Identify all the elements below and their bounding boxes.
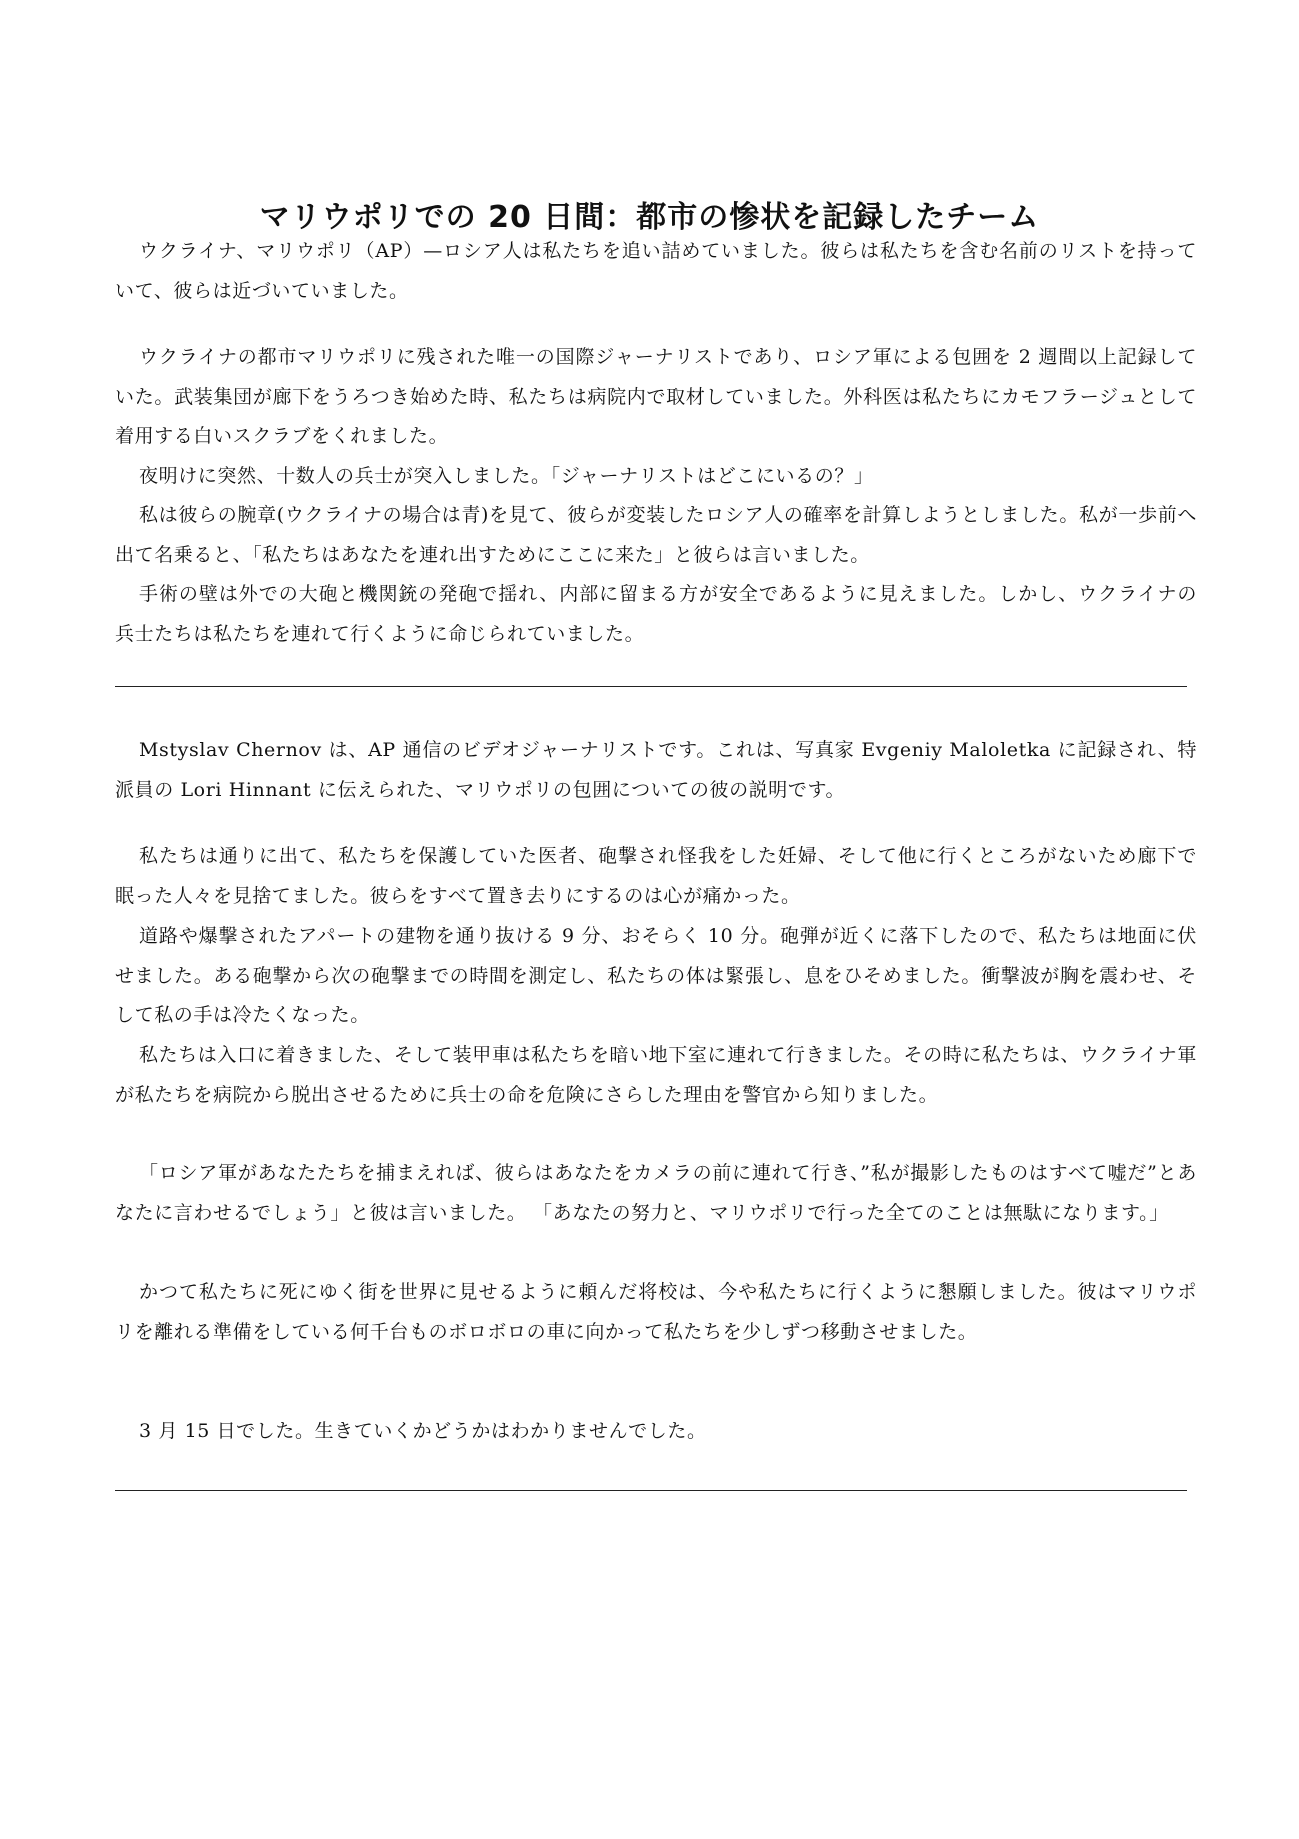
- paragraph: ウクライナの都市マリウポリに残された唯一の国際ジャーナリストであり、ロシア軍による包囲を 2 週間以上記録していた。武装集団が廊下をうろつき始めた時、私たちは病院内で取材していました。外科医は私たちにカモフラージュとして着用する白いスクラブをくれました。: [115, 346, 1197, 447]
- paragraph: 「ロシア軍があなたたちを捕まえれば、彼らはあなたをカメラの前に連れて行き、”私が撮影したものはすべて嘘だ”とあなたに言わせるでしょう」と彼は言いました。 「あなたの努力と、マリウポリで行った全てのことは無駄になります。」: [115, 1162, 1197, 1224]
- paragraph: かつて私たちに死にゆく街を世界に見せるように頼んだ将校は、今や私たちに行くように懇願しました。彼はマリウポリを離れる準備をしている何千台ものボロボロの車に向かって私たちを少しずつ移動させました。: [115, 1281, 1197, 1343]
- page-title: マリウポリでの 20 日間：都市の惨状を記録したチーム: [259, 200, 1040, 235]
- paragraph: ウクライナ、マリウポリ（AP）—ロシア人は私たちを追い詰めていました。彼らは私たちを含む名前のリストを持っていて、彼らは近づいていました。: [115, 240, 1197, 302]
- paragraph: 私は彼らの腕章(ウクライナの場合は青)を見て、彼らが変装したロシア人の確率を計算しようとしました。私が一歩前へ出て名乗ると、「私たちはあなたを連れ出すためにここに来た」と彼らは言いました。: [115, 504, 1197, 566]
- section-divider: [115, 1490, 1187, 1491]
- paragraph: 夜明けに突然、十数人の兵士が突入しました。「ジャーナリストはどこにいるの？」: [139, 465, 874, 487]
- closing-paragraph: 3 月 15 日でした。生きていくかどうかはわかりませんでした。: [139, 1420, 707, 1442]
- author-note: Mstyslav Chernov は、AP 通信のビデオジャーナリストです。これは、写真家 Evgeniy Maloletka に記録され、特派員の Lori Hinnant に伝えられた、マリウポリの包囲についての彼の説明です。: [115, 739, 1197, 801]
- paragraph: 私たちは入口に着きました、そして装甲車は私たちを暗い地下室に連れて行きました。その時に私たちは、ウクライナ軍が私たちを病院から脱出させるために兵士の命を危険にさらした理由を警官から知りました。: [115, 1044, 1197, 1106]
- paragraph: 手術の壁は外での大砲と機関銃の発砲で揺れ、内部に留まる方が安全であるように見えました。しかし、ウクライナの兵士たちは私たちを連れて行くように命じられていました。: [115, 583, 1197, 645]
- paragraph: 私たちは通りに出て、私たちを保護していた医者、砲撃され怪我をした妊婦、そして他に行くところがないため廊下で眠った人々を見捨てました。彼らをすべて置き去りにするのは心が痛かった。: [115, 845, 1197, 907]
- section-divider: [115, 686, 1187, 687]
- paragraph: 道路や爆撃されたアパートの建物を通り抜ける 9 分、おそらく 10 分。砲弾が近くに落下したので、私たちは地面に伏せました。ある砲撃から次の砲撃までの時間を測定し、私たちの体は緊張し、息をひそめました。衝撃波が胸を震わせ、そして私の手は冷たくなった。: [115, 925, 1197, 1026]
